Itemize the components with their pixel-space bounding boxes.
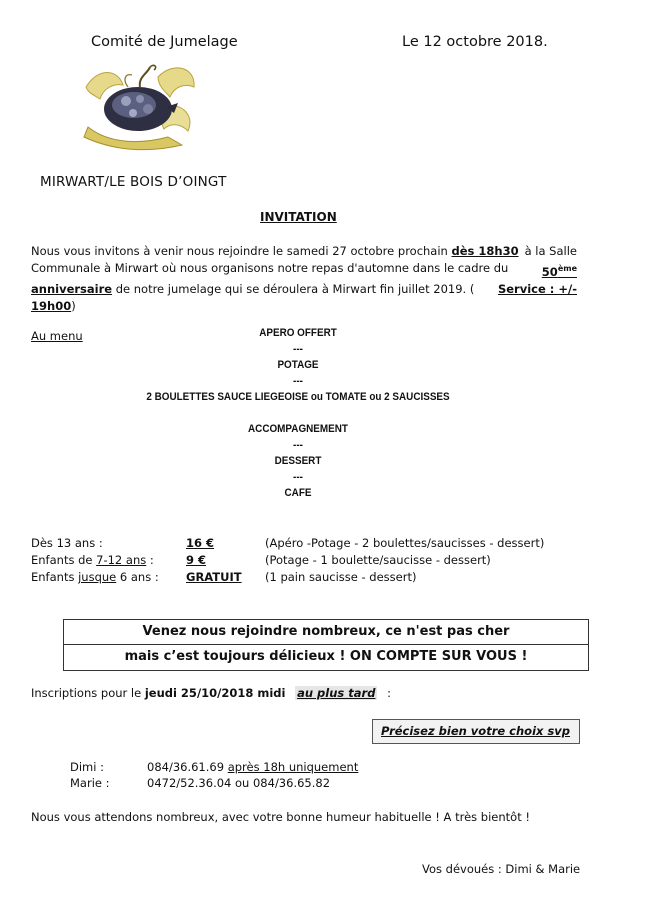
price-value-child: 9 € [186,553,207,567]
price-detail-toddler: (1 pain saucisse - dessert) [265,570,417,584]
price-value-toddler: GRATUIT [186,570,242,584]
inscriptions-latest: au plus tard [297,686,376,700]
choice-note-box [372,719,580,744]
price-label-toddler-c: 6 ans : [116,570,159,584]
invitation-paragraph [31,243,577,315]
callout-line-1: Venez nous rejoindre nombreux, ce n'est pas cher [142,624,510,639]
inscriptions-deadline: jeudi 25/10/2018 midi [144,686,286,700]
price-label-child-c: : [146,553,154,567]
callout-box [63,619,589,671]
contact-phone-dimi-number: 084/36.61.69 [147,760,228,774]
service-label: Service : +/- [497,281,577,296]
closing-text: Nous vous attendons nombreux, avec votre bonne humeur habituelle ! A très bientôt ! [31,810,530,824]
menu-item: DESSERT [274,455,322,467]
contact-name-dimi: Dimi : [70,760,104,774]
anniversary-suffix: ème [557,264,577,273]
start-time: dès 18h30 [451,244,519,258]
invitation-title: INVITATION [260,210,337,224]
callout-line-2: mais c’est toujours délicieux ! ON COMPTE SUR VOUS ! [124,649,528,664]
invite-text-3: de notre jumelage qui se déroulera à Mirwart fin juillet 2019. ( [112,281,475,296]
paragraph-line-3 [31,281,577,298]
price-value-adult: 16 € [186,536,215,550]
price-label-child-age: 7-12 ans [96,553,147,567]
invite-text-2: Communale à Mirwart où nous organisons notre repas d'automne dans le cadre du [31,261,509,275]
letter-date: Le 12 octobre 2018. [402,34,548,50]
contact-phone-marie: 0472/52.36.04 ou 084/36.65.82 [147,776,331,790]
paragraph-line-1 [31,243,577,260]
inscriptions-colon: : [383,686,391,700]
paragraph-line-4 [31,298,577,315]
invite-text-1-end: à la Salle [524,244,577,258]
contact-phone-dimi [147,759,358,776]
price-label-adult: Dès 13 ans : [31,536,103,550]
menu-separator: --- [293,343,303,355]
contact-name-marie: Marie : [70,776,110,790]
callout-divider [64,644,588,645]
service-close-paren: ) [71,298,76,313]
signature: Vos dévoués : Dimi & Marie [422,862,581,876]
menu-separator: --- [293,471,303,483]
service-time: 19h00 [31,298,72,313]
menu-item: 2 BOULETTES SAUCE LIEGEOISE ou TOMATE ou 2 SAUCISSES [146,391,450,403]
inscriptions-line [31,685,391,702]
price-label-toddler-age: jusque [78,570,117,584]
inscriptions-text: Inscriptions pour le [31,686,145,700]
menu-item: CAFE [284,487,312,499]
price-label-child [31,553,154,567]
menu-separator: --- [293,439,303,451]
anniversary-number: 50 [541,264,558,279]
organization-name: Comité de Jumelage [91,34,238,50]
place-title: MIRWART/LE BOIS D’OINGT [40,174,227,190]
price-label-child-a: Enfants de [31,553,97,567]
menu-item: ACCOMPAGNEMENT [248,423,348,435]
anniversary-word: anniversaire [31,281,113,296]
menu-item: APERO OFFERT [259,327,337,339]
price-label-toddler-a: Enfants [31,570,79,584]
menu-item: POTAGE [277,359,319,371]
menu-label: Au menu [31,329,83,343]
price-label-toddler [31,570,159,584]
paragraph-line-2 [31,260,577,281]
invite-text-1: Nous vous invitons à venir nous rejoindre le samedi 27 octobre prochain [31,244,452,258]
price-detail-adult: (Apéro -Potage - 2 boulettes/saucisses - dessert) [265,536,545,550]
choice-note: Précisez bien votre choix svp [381,724,571,738]
menu-separator: --- [293,375,303,387]
contact-note-dimi: après 18h uniquement [227,760,359,774]
boar-grape-emblem-icon [78,57,202,151]
price-detail-child: (Potage - 1 boulette/saucisse - dessert) [265,553,491,567]
